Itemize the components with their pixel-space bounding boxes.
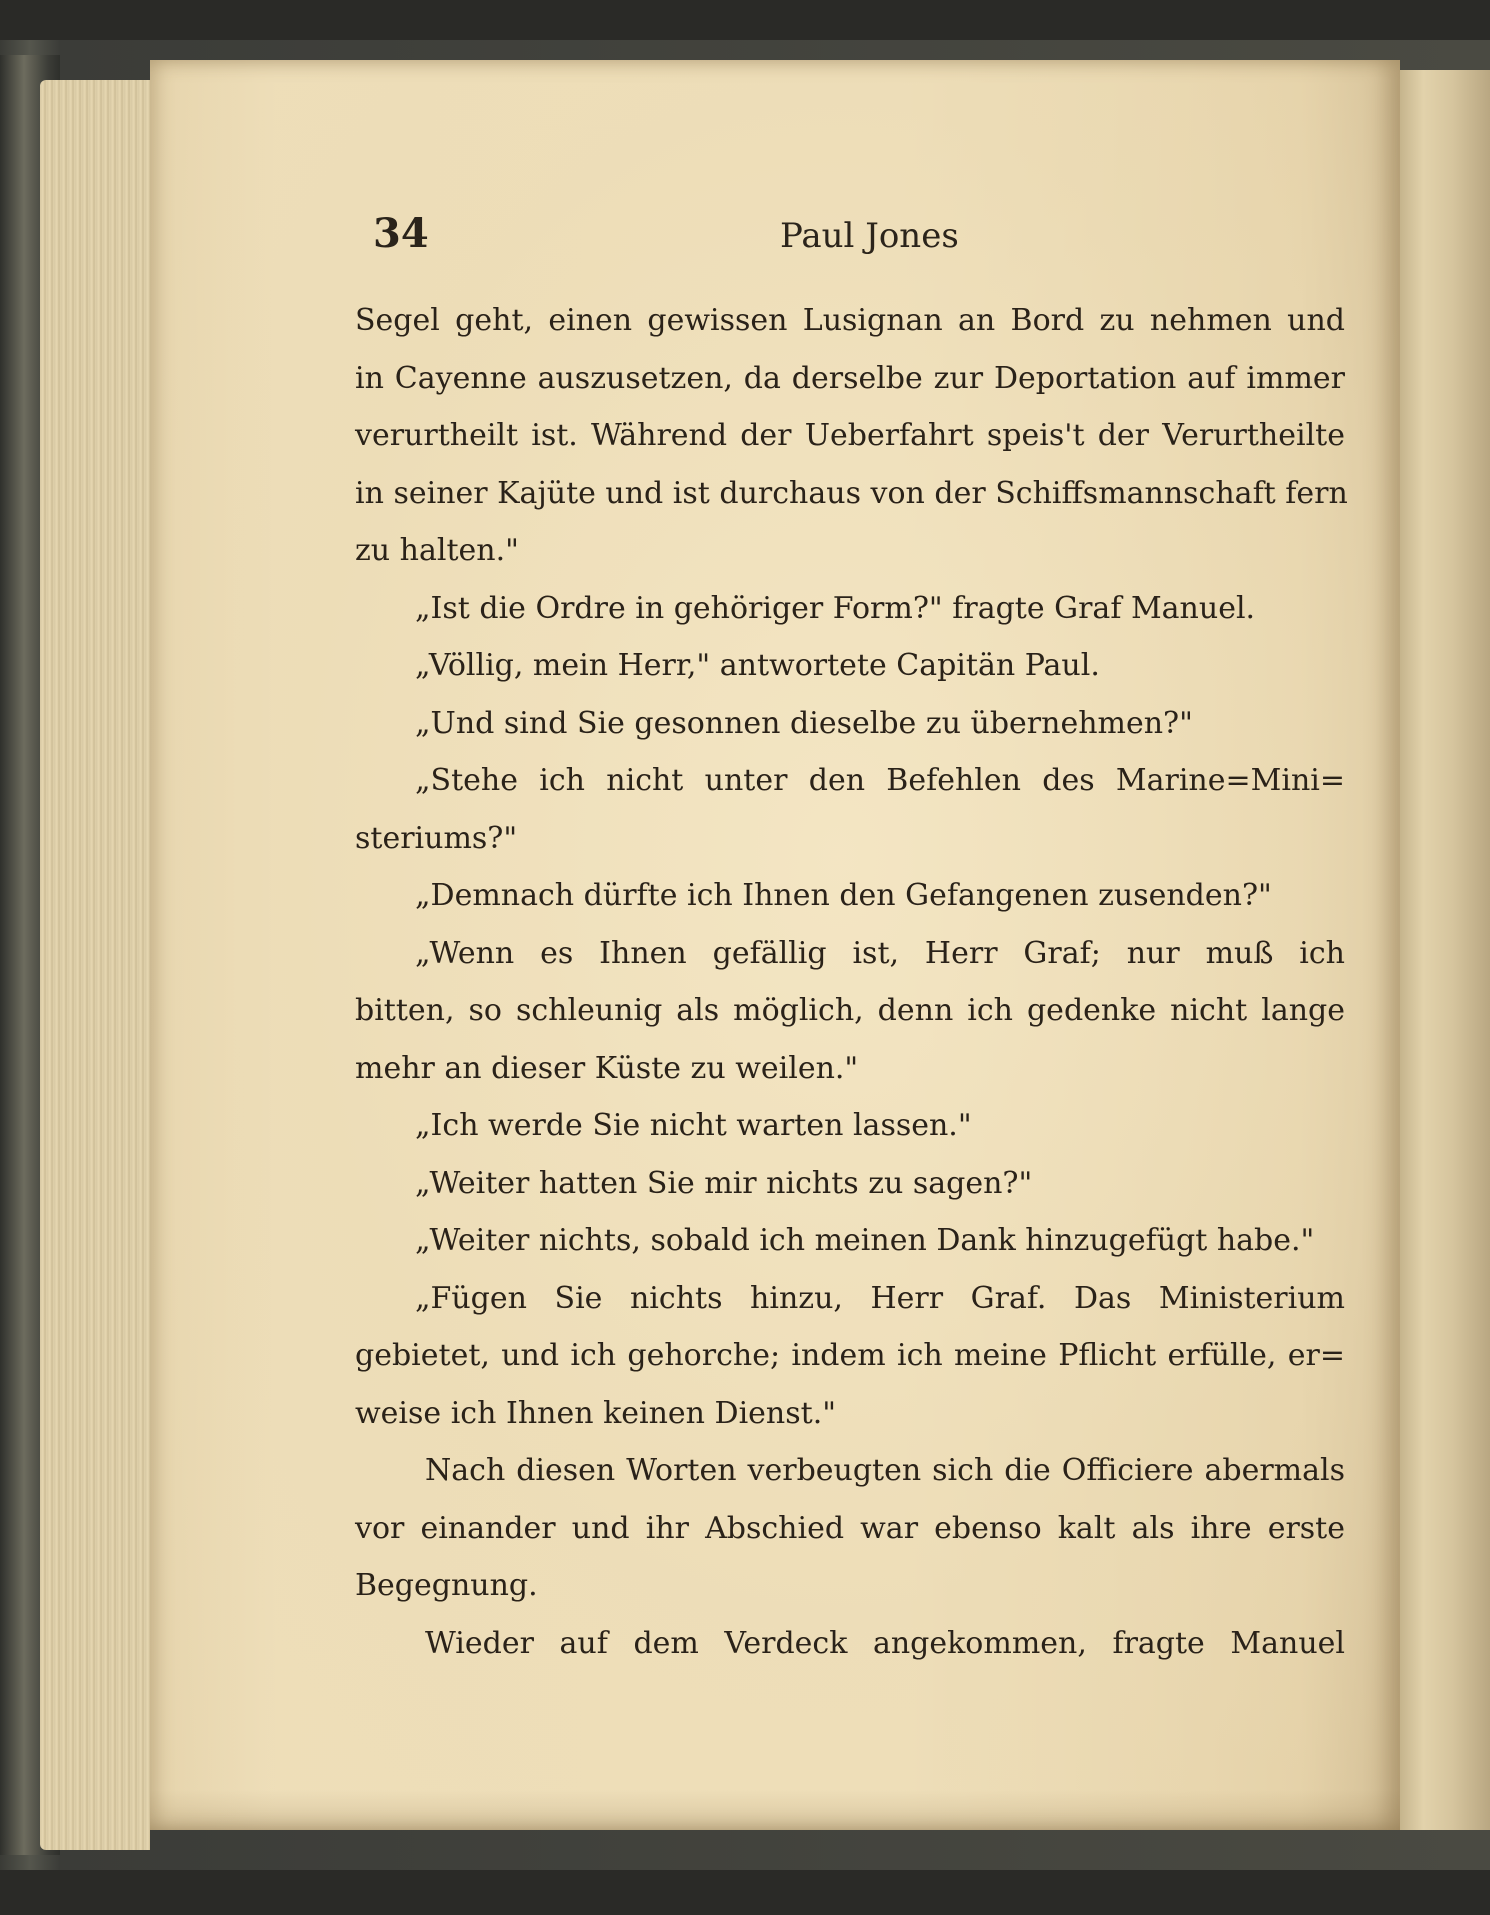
- text-line: „Fügen Sie nichts hinzu, Herr Graf. Das Ministerium: [415, 1280, 1345, 1316]
- text-line: steriums?": [355, 820, 518, 856]
- page-edges-left: [40, 80, 150, 1850]
- text-line: „Weiter hatten Sie mir nichts zu sagen?": [415, 1165, 1033, 1201]
- text-line: gebietet, und ich gehorche; indem ich meine Pflicht erfülle, er=: [355, 1338, 1345, 1373]
- book-page: [150, 60, 1400, 1830]
- text-line: bitten, so schleunig als möglich, denn ich gedenke nicht lange: [355, 993, 1345, 1028]
- running-head: Paul Jones: [780, 216, 959, 256]
- page-header: [150, 210, 1400, 270]
- text-line: „Und sind Sie gesonnen dieselbe zu übernehmen?": [415, 705, 1193, 741]
- text-line: in Cayenne auszusetzen, da derselbe zur Deportation auf immer: [355, 360, 1345, 396]
- text-line: verurtheilt ist. Während der Ueberfahrt speis't der Verurtheilte: [355, 418, 1345, 453]
- body-text: [355, 292, 1348, 1672]
- text-line: Segel geht, einen gewissen Lusignan an Bord zu nehmen und: [355, 303, 1345, 338]
- text-line: „Stehe ich nicht unter den Befehlen des Marine=Mini=: [415, 763, 1345, 798]
- text-line: Begegnung.: [355, 1568, 538, 1603]
- page-number: 34: [373, 210, 429, 257]
- text-line: Nach diesen Worten verbeugten sich die Officiere abermals: [425, 1453, 1345, 1488]
- text-line: Wieder auf dem Verdeck angekommen, fragte Manuel: [425, 1625, 1345, 1661]
- text-line: „Ich werde Sie nicht warten lassen.": [415, 1108, 972, 1143]
- text-line: „Demnach dürfte ich Ihnen den Gefangenen zusenden?": [415, 878, 1272, 913]
- text-line: weise ich Ihnen keinen Dienst.": [355, 1395, 837, 1431]
- text-line: „Ist die Ordre in gehöriger Form?" fragte Graf Manuel.: [415, 590, 1256, 626]
- text-line: vor einander und ihr Abschied war ebenso kalt als ihre erste: [355, 1510, 1345, 1546]
- text-line: zu halten.": [355, 533, 519, 568]
- text-line: „Weiter nichts, sobald ich meinen Dank hinzugefügt habe.": [415, 1223, 1315, 1258]
- text-line: „Wenn es Ihnen gefällig ist, Herr Graf; nur muß ich: [415, 935, 1345, 971]
- text-line: mehr an dieser Küste zu weilen.": [355, 1050, 859, 1086]
- page-edge-right: [1395, 70, 1490, 1830]
- text-line: „Völlig, mein Herr," antwortete Capitän Paul.: [415, 648, 1100, 683]
- text-line: in seiner Kajüte und ist durchaus von der Schiffsmannschaft fern: [355, 475, 1348, 511]
